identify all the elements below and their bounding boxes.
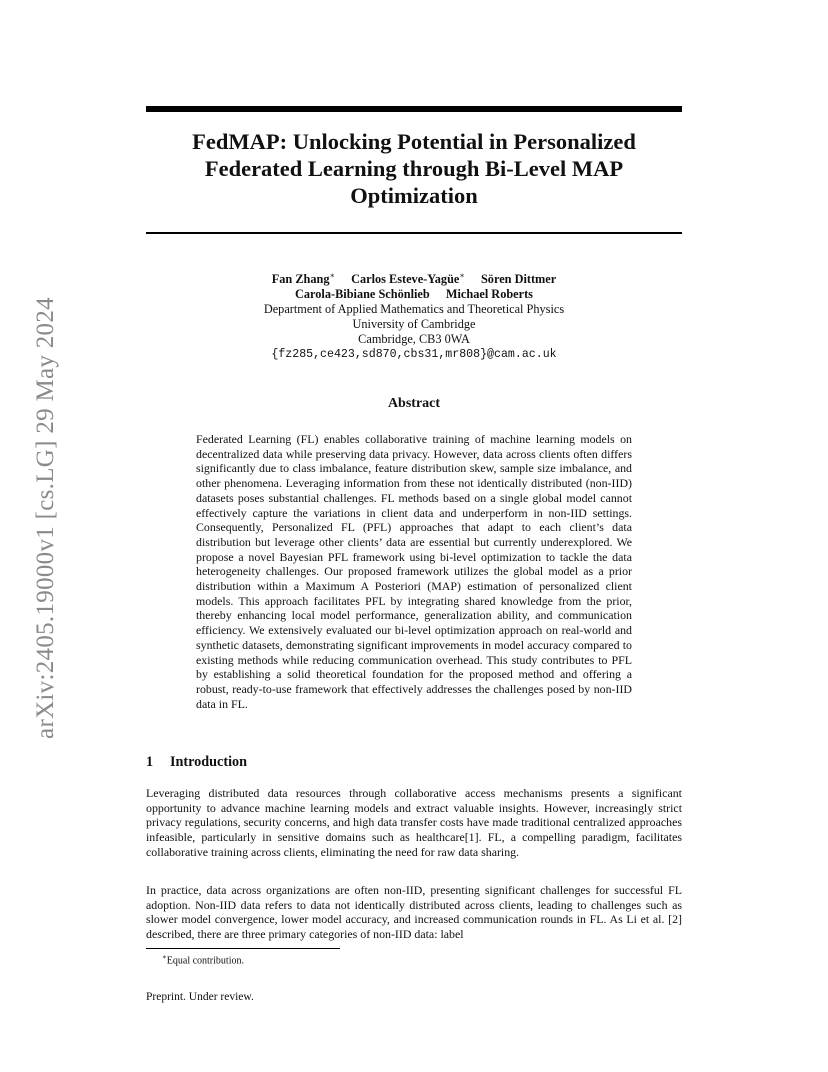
author-block [146, 268, 682, 362]
footnote-mark: ∗ [162, 953, 167, 961]
footnote-text: Equal contribution. [166, 955, 244, 967]
section-title: Introduction [170, 754, 247, 770]
author-name: Michael Roberts [445, 287, 533, 302]
equal-contribution-mark: ∗ [329, 271, 335, 280]
affiliation-department: Department of Applied Mathematics and Theoretical Physics [263, 302, 565, 317]
preprint-footer: Preprint. Under review. [146, 991, 254, 1003]
title-bottom-rule [146, 232, 682, 234]
abstract-heading: Abstract [387, 396, 441, 411]
intro-paragraph-2: In practice, data across organizations are often non-IID, presenting significant challenges for successful FL adoption. Non-IID data refers to data not identically distributed across clients, leading to challenges such as slower model convergence, lower model accuracy, and increased communication rounds in FL. As Li et al. [2] described, there are three primary categories of non-IID data: label [146, 883, 682, 942]
paper-title: FedMAP: Unlocking Potential in Personalized Federated Learning through Bi-Level MAP Optimization [192, 129, 636, 208]
title-top-rule [146, 106, 682, 112]
affiliation-university: University of Cambridge [352, 317, 476, 332]
arxiv-stamp: arXiv:2405.19000v1 [cs.LG] 29 May 2024 [32, 297, 59, 739]
author-emails: {fz285,ce423,sd870,cbs31,mr808}@cam.ac.uk [271, 348, 557, 362]
footnote [162, 953, 244, 966]
author-line-2 [146, 287, 682, 302]
section-heading-introduction [146, 754, 682, 771]
equal-contribution-mark: ∗ [459, 271, 465, 280]
abstract-text: Federated Learning (FL) enables collaborative training of machine learning models on decentralized data while preserving data privacy. However, data across clients often differs significantly due to class imbalance, feature distribution skew, sample size imbalance, and other phenomena. Leveraging information from these not identically distributed (non-IID) datasets poses substantial challenges. FL methods based on a single global model cannot effectively capture the variations in client data and underperform in non-IID settings. Consequently, Personalized FL (PFL) approaches that adapt to each client’s data distribution but leverage other clients’ data are essential but currently underexplored. We propose a novel Bayesian PFL framework using bi-level optimization to tackle the data heterogeneity challenges. Our proposed framework utilizes the global model as a prior distribution within a Maximum A Posteriori (MAP) estimation of personalized client models. This approach facilitates PFL by integrating shared knowledge from the prior, thereby enhancing local model performance, generalization ability, and communication efficiency. We extensively evaluated our bi-level optimization approach on real-world and synthetic datasets, demonstrating significant improvements in model accuracy compared to existing methods while reducing communication overhead. This study contributes to PFL by establishing a solid theoretical foundation for the proposed method and offering a robust, ready-to-use framework that effectively addresses the challenges posed by non-IID data in FL. [196, 432, 632, 711]
author-name: Carlos Esteve-Yagüe [351, 272, 460, 287]
author-name: Carola-Bibiane Schönlieb [295, 287, 430, 302]
footnote-rule [146, 948, 340, 949]
author-name: Sören Dittmer [480, 272, 557, 287]
intro-paragraph-1: Leveraging distributed data resources through collaborative access mechanisms presents a significant opportunity to advance machine learning models and extract valuable insights. However, increasingly strict privacy regulations, security concerns, and high data transfer costs have made traditional centralized approaches infeasible, particularly in sensitive domains such as healthcare[1]. FL, a compelling paradigm, facilitates collaborative training across clients, eliminating the need for raw data sharing. [146, 786, 682, 859]
affiliation-city: Cambridge, CB3 0WA [358, 332, 470, 347]
section-number: 1 [146, 754, 154, 770]
author-name: Fan Zhang [271, 272, 330, 287]
author-line-1 [146, 268, 682, 287]
